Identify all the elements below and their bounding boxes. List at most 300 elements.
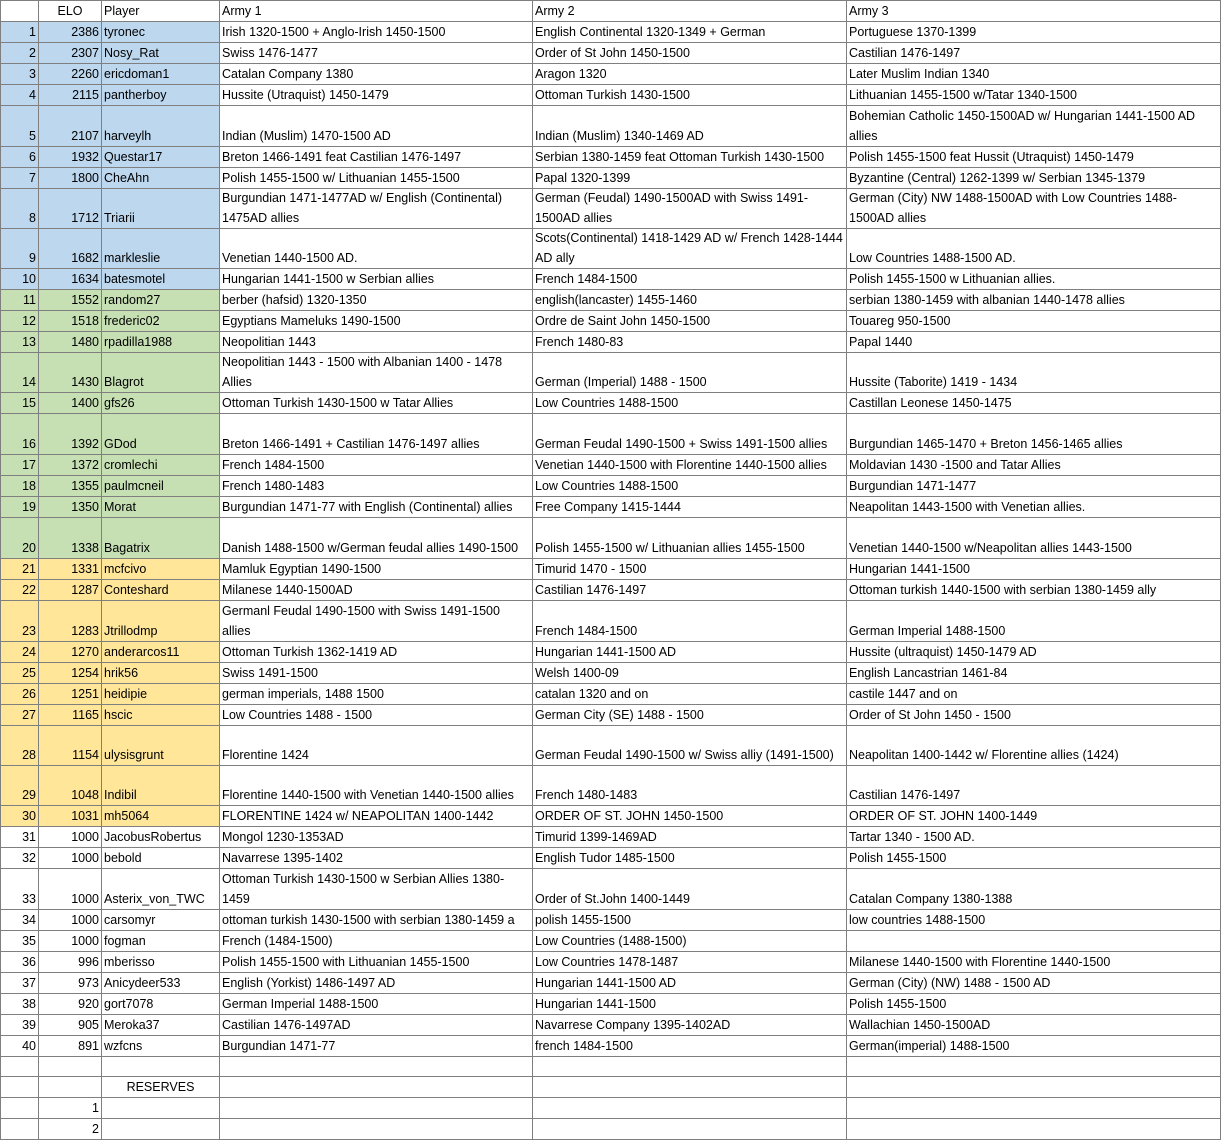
row-number[interactable]: 21: [1, 559, 39, 580]
player-cell[interactable]: cromlechi: [102, 455, 220, 476]
army3-cell[interactable]: German (City) (NW) 1488 - 1500 AD: [847, 973, 1221, 994]
row-number[interactable]: 23: [1, 601, 39, 642]
army3-cell[interactable]: Portuguese 1370-1399: [847, 22, 1221, 43]
army1-cell[interactable]: FLORENTINE 1424 w/ NEAPOLITAN 1400-1442: [220, 806, 533, 827]
army1-cell[interactable]: Germanl Feudal 1490-1500 with Swiss 1491-1500 allies: [220, 601, 533, 642]
table-row: [1, 994, 1221, 1015]
army3-cell[interactable]: Polish 1455-1500: [847, 994, 1221, 1015]
row-number[interactable]: 37: [1, 973, 39, 994]
army1-cell[interactable]: Irish 1320-1500 + Anglo-Irish 1450-1500: [220, 22, 533, 43]
elo-cell[interactable]: 1932: [39, 147, 102, 168]
row-number[interactable]: 20: [1, 518, 39, 559]
army3-cell[interactable]: Byzantine (Central) 1262-1399 w/ Serbian 1345-1379: [847, 168, 1221, 189]
elo-cell[interactable]: 1800: [39, 168, 102, 189]
table-row: [1, 806, 1221, 827]
player-cell[interactable]: hrik56: [102, 663, 220, 684]
army1-cell[interactable]: Swiss 1491-1500: [220, 663, 533, 684]
army1-cell[interactable]: Breton 1466-1491 feat Castilian 1476-1497: [220, 147, 533, 168]
army2-cell[interactable]: Serbian 1380-1459 feat Ottoman Turkish 1430-1500: [533, 147, 847, 168]
army3-cell[interactable]: Hussite (ultraquist) 1450-1479 AD: [847, 642, 1221, 663]
cell[interactable]: [220, 1077, 533, 1098]
elo-cell[interactable]: 1392: [39, 414, 102, 455]
row-number[interactable]: 28: [1, 726, 39, 766]
army2-cell[interactable]: Order of St John 1450-1500: [533, 43, 847, 64]
army2-cell[interactable]: Low Countries (1488-1500): [533, 931, 847, 952]
army3-cell[interactable]: German (City) NW 1488-1500AD with Low Countries 1488-1500AD allies: [847, 189, 1221, 229]
table-row: [1, 931, 1221, 952]
army1-cell[interactable]: Venetian 1440-1500 AD.: [220, 229, 533, 269]
army2-cell[interactable]: German Feudal 1490-1500 w/ Swiss alliy (1491-1500): [533, 726, 847, 766]
army2-cell[interactable]: english(lancaster) 1455-1460: [533, 290, 847, 311]
elo-cell[interactable]: 1552: [39, 290, 102, 311]
row-number[interactable]: 12: [1, 311, 39, 332]
army1-cell[interactable]: berber (hafsid) 1320-1350: [220, 290, 533, 311]
reserves-row: [1, 1077, 1221, 1098]
elo-cell[interactable]: 1287: [39, 580, 102, 601]
army3-cell[interactable]: Neapolitan 1400-1442 w/ Florentine allies (1424): [847, 726, 1221, 766]
army3-cell[interactable]: Neapolitan 1443-1500 with Venetian allies.: [847, 497, 1221, 518]
army1-cell[interactable]: Burgundian 1471-77 with English (Continental) allies: [220, 497, 533, 518]
elo-cell[interactable]: 1154: [39, 726, 102, 766]
elo-cell[interactable]: 1000: [39, 869, 102, 910]
header-army2[interactable]: Army 2: [533, 1, 847, 22]
row-number[interactable]: 3: [1, 64, 39, 85]
table-row: [1, 393, 1221, 414]
army2-cell[interactable]: Venetian 1440-1500 with Florentine 1440-1500 allies: [533, 455, 847, 476]
army1-cell[interactable]: Indian (Muslim) 1470-1500 AD: [220, 106, 533, 147]
army3-cell[interactable]: Bohemian Catholic 1450-1500AD w/ Hungarian 1441-1500 AD allies: [847, 106, 1221, 147]
player-cell[interactable]: Triarii: [102, 189, 220, 229]
army2-cell[interactable]: catalan 1320 and on: [533, 684, 847, 705]
header-player[interactable]: Player: [102, 1, 220, 22]
row-number[interactable]: 32: [1, 848, 39, 869]
army2-cell[interactable]: Welsh 1400-09: [533, 663, 847, 684]
army2-cell[interactable]: polish 1455-1500: [533, 910, 847, 931]
elo-cell[interactable]: 2260: [39, 64, 102, 85]
elo-cell[interactable]: 1712: [39, 189, 102, 229]
army1-cell[interactable]: Neopolitian 1443 - 1500 with Albanian 1400 - 1478 Allies: [220, 353, 533, 393]
army2-cell[interactable]: Scots(Continental) 1418-1429 AD w/ French 1428-1444 AD ally: [533, 229, 847, 269]
army2-cell[interactable]: French 1480-83: [533, 332, 847, 353]
army1-cell[interactable]: English (Yorkist) 1486-1497 AD: [220, 973, 533, 994]
army3-cell[interactable]: Order of St John 1450 - 1500: [847, 705, 1221, 726]
army3-cell[interactable]: Hungarian 1441-1500: [847, 559, 1221, 580]
army3-cell[interactable]: Papal 1440: [847, 332, 1221, 353]
elo-cell[interactable]: 1338: [39, 518, 102, 559]
elo-cell[interactable]: 1518: [39, 311, 102, 332]
row-number[interactable]: 8: [1, 189, 39, 229]
army2-cell[interactable]: Timurid 1399-1469AD: [533, 827, 847, 848]
row-number[interactable]: 4: [1, 85, 39, 106]
cell[interactable]: [39, 1077, 102, 1098]
row-number[interactable]: 19: [1, 497, 39, 518]
army3-cell[interactable]: Touareg 950-1500: [847, 311, 1221, 332]
header-row: [1, 1, 1221, 22]
reserves-label[interactable]: RESERVES: [102, 1077, 220, 1098]
cell[interactable]: [533, 1098, 847, 1119]
army3-cell[interactable]: Lithuanian 1455-1500 w/Tatar 1340-1500: [847, 85, 1221, 106]
cell[interactable]: [533, 1077, 847, 1098]
elo-cell[interactable]: 2107: [39, 106, 102, 147]
army2-cell[interactable]: Free Company 1415-1444: [533, 497, 847, 518]
army2-cell[interactable]: ORDER OF ST. JOHN 1450-1500: [533, 806, 847, 827]
player-cell[interactable]: pantherboy: [102, 85, 220, 106]
army1-cell[interactable]: Mongol 1230-1353AD: [220, 827, 533, 848]
army1-cell[interactable]: Burgundian 1471-1477AD w/ English (Continental) 1475AD allies: [220, 189, 533, 229]
player-cell[interactable]: hscic: [102, 705, 220, 726]
army3-cell[interactable]: Moldavian 1430 -1500 and Tatar Allies: [847, 455, 1221, 476]
player-cell[interactable]: JacobusRobertus: [102, 827, 220, 848]
player-cell[interactable]: Indibil: [102, 766, 220, 806]
row-number[interactable]: 7: [1, 168, 39, 189]
army1-cell[interactable]: Castilian 1476-1497AD: [220, 1015, 533, 1036]
army3-cell[interactable]: German(imperial) 1488-1500: [847, 1036, 1221, 1057]
army1-cell[interactable]: Burgundian 1471-77: [220, 1036, 533, 1057]
table-row: [1, 559, 1221, 580]
row-number[interactable]: 40: [1, 1036, 39, 1057]
table-row: [1, 663, 1221, 684]
elo-cell[interactable]: 1355: [39, 476, 102, 497]
army2-cell[interactable]: Hungarian 1441-1500 AD: [533, 973, 847, 994]
cell[interactable]: [533, 1057, 847, 1077]
table-row: [1, 1036, 1221, 1057]
player-cell[interactable]: ericdoman1: [102, 64, 220, 85]
army2-cell[interactable]: french 1484-1500: [533, 1036, 847, 1057]
row-number[interactable]: 22: [1, 580, 39, 601]
row-number[interactable]: 33: [1, 869, 39, 910]
elo-cell[interactable]: 1000: [39, 848, 102, 869]
army3-cell[interactable]: Catalan Company 1380-1388: [847, 869, 1221, 910]
player-cell[interactable]: Conteshard: [102, 580, 220, 601]
table-row: [1, 414, 1221, 455]
player-cell[interactable]: mberisso: [102, 952, 220, 973]
row-number[interactable]: 24: [1, 642, 39, 663]
elo-cell[interactable]: 996: [39, 952, 102, 973]
cell[interactable]: [1, 1077, 39, 1098]
army1-cell[interactable]: Neopolitian 1443: [220, 332, 533, 353]
army2-cell[interactable]: German (Imperial) 1488 - 1500: [533, 353, 847, 393]
row-number[interactable]: 13: [1, 332, 39, 353]
army2-cell[interactable]: German City (SE) 1488 - 1500: [533, 705, 847, 726]
army2-cell[interactable]: Navarrese Company 1395-1402AD: [533, 1015, 847, 1036]
elo-cell[interactable]: 920: [39, 994, 102, 1015]
reserve-number[interactable]: 1: [39, 1098, 102, 1119]
army3-cell[interactable]: Tartar 1340 - 1500 AD.: [847, 827, 1221, 848]
army1-cell[interactable]: German Imperial 1488-1500: [220, 994, 533, 1015]
army2-cell[interactable]: Low Countries 1488-1500: [533, 476, 847, 497]
table-row: [1, 147, 1221, 168]
row-number[interactable]: 36: [1, 952, 39, 973]
row-number[interactable]: 16: [1, 414, 39, 455]
table-row: [1, 684, 1221, 705]
army3-cell[interactable]: low countries 1488-1500: [847, 910, 1221, 931]
army1-cell[interactable]: Danish 1488-1500 w/German feudal allies 1490-1500: [220, 518, 533, 559]
army1-cell[interactable]: Mamluk Egyptian 1490-1500: [220, 559, 533, 580]
army2-cell[interactable]: Castilian 1476-1497: [533, 580, 847, 601]
elo-cell[interactable]: 1254: [39, 663, 102, 684]
army1-cell[interactable]: Florentine 1440-1500 with Venetian 1440-1500 allies: [220, 766, 533, 806]
army1-cell[interactable]: Florentine 1424: [220, 726, 533, 766]
elo-cell[interactable]: 1682: [39, 229, 102, 269]
row-number[interactable]: 18: [1, 476, 39, 497]
elo-cell[interactable]: 905: [39, 1015, 102, 1036]
player-cell[interactable]: Jtrillodmp: [102, 601, 220, 642]
row-number[interactable]: 15: [1, 393, 39, 414]
player-cell[interactable]: Anicydeer533: [102, 973, 220, 994]
reserve-number[interactable]: 2: [39, 1119, 102, 1140]
elo-cell[interactable]: 1331: [39, 559, 102, 580]
army3-cell[interactable]: Later Muslim Indian 1340: [847, 64, 1221, 85]
army2-cell[interactable]: Indian (Muslim) 1340-1469 AD: [533, 106, 847, 147]
elo-cell[interactable]: 1000: [39, 931, 102, 952]
cell[interactable]: [847, 1119, 1221, 1140]
player-cell[interactable]: Morat: [102, 497, 220, 518]
army3-cell[interactable]: Polish 1455-1500 feat Hussit (Utraquist) 1450-1479: [847, 147, 1221, 168]
player-cell[interactable]: Nosy_Rat: [102, 43, 220, 64]
army2-cell[interactable]: Papal 1320-1399: [533, 168, 847, 189]
elo-cell[interactable]: 2307: [39, 43, 102, 64]
player-cell[interactable]: GDod: [102, 414, 220, 455]
cell[interactable]: [102, 1119, 220, 1140]
cell[interactable]: [220, 1098, 533, 1119]
table-row: [1, 1015, 1221, 1036]
player-cell[interactable]: Bagatrix: [102, 518, 220, 559]
table-row: [1, 497, 1221, 518]
player-cell[interactable]: CheAhn: [102, 168, 220, 189]
army2-cell[interactable]: German Feudal 1490-1500 + Swiss 1491-1500 allies: [533, 414, 847, 455]
army2-cell[interactable]: German (Feudal) 1490-1500AD with Swiss 1491-1500AD allies: [533, 189, 847, 229]
player-cell[interactable]: mcfcivo: [102, 559, 220, 580]
army2-cell[interactable]: English Tudor 1485-1500: [533, 848, 847, 869]
army3-cell[interactable]: [847, 931, 1221, 952]
row-number[interactable]: 30: [1, 806, 39, 827]
cell[interactable]: [847, 1098, 1221, 1119]
army2-cell[interactable]: Low Countries 1488-1500: [533, 393, 847, 414]
player-cell[interactable]: wzfcns: [102, 1036, 220, 1057]
row-number[interactable]: 39: [1, 1015, 39, 1036]
player-cell[interactable]: heidipie: [102, 684, 220, 705]
elo-cell[interactable]: 1480: [39, 332, 102, 353]
cell[interactable]: [1, 1057, 39, 1077]
player-cell[interactable]: ulysisgrunt: [102, 726, 220, 766]
table-row: [1, 168, 1221, 189]
row-number[interactable]: 27: [1, 705, 39, 726]
table-row: [1, 827, 1221, 848]
elo-cell[interactable]: 1031: [39, 806, 102, 827]
table-row: [1, 766, 1221, 806]
army2-cell[interactable]: Hungarian 1441-1500: [533, 994, 847, 1015]
elo-cell[interactable]: 1000: [39, 827, 102, 848]
player-cell[interactable]: harveylh: [102, 106, 220, 147]
elo-cell[interactable]: 2115: [39, 85, 102, 106]
army2-cell[interactable]: Order of St.John 1400-1449: [533, 869, 847, 910]
elo-cell[interactable]: 1270: [39, 642, 102, 663]
army2-cell[interactable]: Ordre de Saint John 1450-1500: [533, 311, 847, 332]
army2-cell[interactable]: Aragon 1320: [533, 64, 847, 85]
army3-cell[interactable]: Castilian 1476-1497: [847, 766, 1221, 806]
row-number[interactable]: 38: [1, 994, 39, 1015]
army1-cell[interactable]: Ottoman Turkish 1362-1419 AD: [220, 642, 533, 663]
elo-cell[interactable]: 1048: [39, 766, 102, 806]
army2-cell[interactable]: French 1484-1500: [533, 601, 847, 642]
army1-cell[interactable]: Hungarian 1441-1500 w Serbian allies: [220, 269, 533, 290]
player-cell[interactable]: fogman: [102, 931, 220, 952]
player-cell[interactable]: batesmotel: [102, 269, 220, 290]
army1-cell[interactable]: Catalan Company 1380: [220, 64, 533, 85]
player-cell[interactable]: mh5064: [102, 806, 220, 827]
spacer-row: [1, 1057, 1221, 1077]
player-cell[interactable]: bebold: [102, 848, 220, 869]
army1-cell[interactable]: Egyptians Mameluks 1490-1500: [220, 311, 533, 332]
army1-cell[interactable]: Hussite (Utraquist) 1450-1479: [220, 85, 533, 106]
table-row: [1, 43, 1221, 64]
player-cell[interactable]: gfs26: [102, 393, 220, 414]
army2-cell[interactable]: Timurid 1470 - 1500: [533, 559, 847, 580]
table-row: [1, 973, 1221, 994]
player-cell[interactable]: Meroka37: [102, 1015, 220, 1036]
header-army3[interactable]: Army 3: [847, 1, 1221, 22]
army2-cell[interactable]: Polish 1455-1500 w/ Lithuanian allies 1455-1500: [533, 518, 847, 559]
cell[interactable]: [39, 1057, 102, 1077]
army3-cell[interactable]: Polish 1455-1500: [847, 848, 1221, 869]
cell[interactable]: [102, 1098, 220, 1119]
row-number[interactable]: 6: [1, 147, 39, 168]
row-number[interactable]: 1: [1, 22, 39, 43]
elo-cell[interactable]: 1251: [39, 684, 102, 705]
army1-cell[interactable]: French (1484-1500): [220, 931, 533, 952]
army1-cell[interactable]: Polish 1455-1500 with Lithuanian 1455-1500: [220, 952, 533, 973]
player-cell[interactable]: Blagrot: [102, 353, 220, 393]
army3-cell[interactable]: Burgundian 1471-1477: [847, 476, 1221, 497]
player-cell[interactable]: markleslie: [102, 229, 220, 269]
table-row: [1, 848, 1221, 869]
army3-cell[interactable]: Ottoman turkish 1440-1500 with serbian 1380-1459 ally: [847, 580, 1221, 601]
row-number[interactable]: 11: [1, 290, 39, 311]
row-number[interactable]: 2: [1, 43, 39, 64]
player-cell[interactable]: rpadilla1988: [102, 332, 220, 353]
elo-cell[interactable]: 1400: [39, 393, 102, 414]
player-cell[interactable]: paulmcneil: [102, 476, 220, 497]
army1-cell[interactable]: german imperials, 1488 1500: [220, 684, 533, 705]
army2-cell[interactable]: Ottoman Turkish 1430-1500: [533, 85, 847, 106]
row-number[interactable]: 5: [1, 106, 39, 147]
army3-cell[interactable]: Castillan Leonese 1450-1475: [847, 393, 1221, 414]
elo-cell[interactable]: 1372: [39, 455, 102, 476]
cell[interactable]: [847, 1057, 1221, 1077]
elo-cell[interactable]: 1000: [39, 910, 102, 931]
army3-cell[interactable]: ORDER OF ST. JOHN 1400-1449: [847, 806, 1221, 827]
elo-cell[interactable]: 1430: [39, 353, 102, 393]
cell[interactable]: [102, 1057, 220, 1077]
army3-cell[interactable]: Milanese 1440-1500 with Florentine 1440-1500: [847, 952, 1221, 973]
header-num[interactable]: [1, 1, 39, 22]
elo-cell[interactable]: 891: [39, 1036, 102, 1057]
table-row: [1, 476, 1221, 497]
player-cell[interactable]: tyronec: [102, 22, 220, 43]
row-number[interactable]: 29: [1, 766, 39, 806]
table-row: [1, 642, 1221, 663]
row-number[interactable]: 26: [1, 684, 39, 705]
army2-cell[interactable]: French 1484-1500: [533, 269, 847, 290]
reserve-row: [1, 1098, 1221, 1119]
army1-cell[interactable]: Ottoman Turkish 1430-1500 w Serbian Allies 1380-1459: [220, 869, 533, 910]
army1-cell[interactable]: Navarrese 1395-1402: [220, 848, 533, 869]
army3-cell[interactable]: Venetian 1440-1500 w/Neapolitan allies 1443-1500: [847, 518, 1221, 559]
player-cell[interactable]: random27: [102, 290, 220, 311]
army2-cell[interactable]: English Continental 1320-1349 + German: [533, 22, 847, 43]
header-elo[interactable]: ELO: [39, 1, 102, 22]
elo-cell[interactable]: 2386: [39, 22, 102, 43]
player-cell[interactable]: anderarcos11: [102, 642, 220, 663]
army3-cell[interactable]: German Imperial 1488-1500: [847, 601, 1221, 642]
army3-cell[interactable]: Polish 1455-1500 w Lithuanian allies.: [847, 269, 1221, 290]
elo-cell[interactable]: 973: [39, 973, 102, 994]
player-cell[interactable]: Asterix_von_TWC: [102, 869, 220, 910]
elo-cell[interactable]: 1634: [39, 269, 102, 290]
table-row: [1, 869, 1221, 910]
army1-cell[interactable]: Polish 1455-1500 w/ Lithuanian 1455-1500: [220, 168, 533, 189]
row-number[interactable]: 14: [1, 353, 39, 393]
army2-cell[interactable]: Hungarian 1441-1500 AD: [533, 642, 847, 663]
army2-cell[interactable]: Low Countries 1478-1487: [533, 952, 847, 973]
row-number[interactable]: 10: [1, 269, 39, 290]
army1-cell[interactable]: French 1484-1500: [220, 455, 533, 476]
army3-cell[interactable]: Castilian 1476-1497: [847, 43, 1221, 64]
row-number[interactable]: 17: [1, 455, 39, 476]
army1-cell[interactable]: Low Countries 1488 - 1500: [220, 705, 533, 726]
army3-cell[interactable]: Low Countries 1488-1500 AD.: [847, 229, 1221, 269]
army3-cell[interactable]: Hussite (Taborite) 1419 - 1434: [847, 353, 1221, 393]
army1-cell[interactable]: French 1480-1483: [220, 476, 533, 497]
army1-cell[interactable]: ottoman turkish 1430-1500 with serbian 1380-1459 a: [220, 910, 533, 931]
army3-cell[interactable]: castile 1447 and on: [847, 684, 1221, 705]
table-row: [1, 85, 1221, 106]
player-cell[interactable]: carsomyr: [102, 910, 220, 931]
army3-cell[interactable]: English Lancastrian 1461-84: [847, 663, 1221, 684]
header-army1[interactable]: Army 1: [220, 1, 533, 22]
army1-cell[interactable]: Milanese 1440-1500AD: [220, 580, 533, 601]
army3-cell[interactable]: Wallachian 1450-1500AD: [847, 1015, 1221, 1036]
player-cell[interactable]: gort7078: [102, 994, 220, 1015]
cell[interactable]: [220, 1057, 533, 1077]
elo-cell[interactable]: 1350: [39, 497, 102, 518]
elo-cell[interactable]: 1165: [39, 705, 102, 726]
row-number[interactable]: 31: [1, 827, 39, 848]
table-row: [1, 353, 1221, 393]
army3-cell[interactable]: Burgundian 1465-1470 + Breton 1456-1465 allies: [847, 414, 1221, 455]
table-row: [1, 705, 1221, 726]
army1-cell[interactable]: Swiss 1476-1477: [220, 43, 533, 64]
elo-cell[interactable]: 1283: [39, 601, 102, 642]
player-cell[interactable]: Questar17: [102, 147, 220, 168]
army3-cell[interactable]: serbian 1380-1459 with albanian 1440-1478 allies: [847, 290, 1221, 311]
cell[interactable]: [847, 1077, 1221, 1098]
table-row: [1, 455, 1221, 476]
cell[interactable]: [1, 1119, 39, 1140]
table-row: [1, 601, 1221, 642]
cell[interactable]: [533, 1119, 847, 1140]
row-number[interactable]: 34: [1, 910, 39, 931]
cell[interactable]: [1, 1098, 39, 1119]
army2-cell[interactable]: French 1480-1483: [533, 766, 847, 806]
row-number[interactable]: 9: [1, 229, 39, 269]
army1-cell[interactable]: Ottoman Turkish 1430-1500 w Tatar Allies: [220, 393, 533, 414]
player-cell[interactable]: frederic02: [102, 311, 220, 332]
row-number[interactable]: 25: [1, 663, 39, 684]
cell[interactable]: [220, 1119, 533, 1140]
row-number[interactable]: 35: [1, 931, 39, 952]
army1-cell[interactable]: Breton 1466-1491 + Castilian 1476-1497 allies: [220, 414, 533, 455]
